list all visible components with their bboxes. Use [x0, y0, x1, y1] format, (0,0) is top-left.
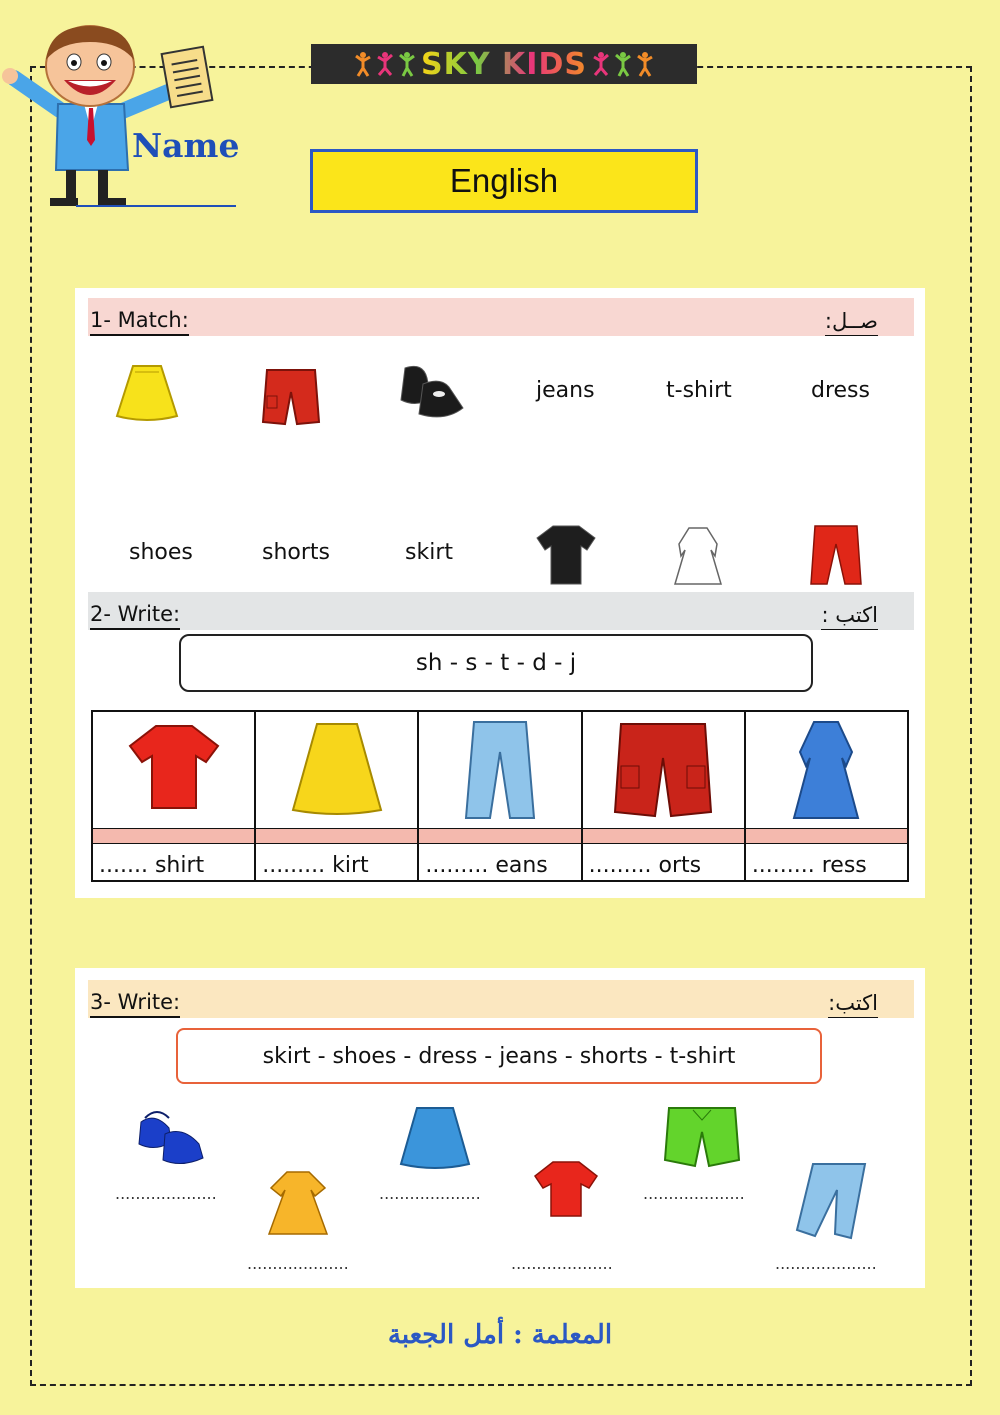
t-shirt-picture[interactable]: [533, 1158, 599, 1220]
t-shirt-picture[interactable]: [535, 522, 597, 586]
answer-blank[interactable]: ....................: [775, 1254, 877, 1273]
table-cell: [583, 712, 746, 880]
letter-bank-box: [179, 634, 813, 692]
section-3-title: 3- Write:: [90, 990, 180, 1018]
answer-blank[interactable]: ....................: [379, 1184, 481, 1203]
match-word-skirt[interactable]: skirt: [405, 540, 453, 565]
t-shirt-picture: [126, 718, 222, 814]
section-1-title-arabic: صــل:: [825, 309, 878, 336]
kid-figure-icon: [593, 51, 609, 77]
kid-figure-icon: [355, 51, 371, 77]
shorts-picture[interactable]: [261, 366, 321, 428]
name-label: Name: [132, 126, 240, 165]
teacher-name: المعلمة : أمل الجعبة: [387, 1320, 613, 1350]
match-word-jeans[interactable]: jeans: [536, 378, 595, 403]
word-bank-box: [176, 1028, 822, 1084]
answer-blank[interactable]: ....................: [643, 1184, 745, 1203]
section-2-title-arabic: اكتب :: [821, 603, 878, 630]
section-1-title: 1- Match:: [90, 308, 189, 336]
kid-figure-icon: [615, 51, 631, 77]
worksheet-panel-1: [75, 288, 925, 898]
match-word-shorts[interactable]: shorts: [262, 540, 330, 565]
word-bank: skirt - shoes - dress - jeans - shorts - t-shirt: [262, 1043, 736, 1069]
subject-title: English: [449, 162, 559, 199]
section-2-header: [88, 592, 914, 630]
answer-blank[interactable]: ....................: [247, 1254, 349, 1273]
word-blank[interactable]: ......... ress: [751, 853, 867, 878]
table-cell: [746, 712, 907, 880]
section-2-title: 2- Write:: [90, 602, 180, 630]
logo-text: SKY KIDS: [421, 46, 587, 82]
match-word-t-shirt[interactable]: t-shirt: [666, 378, 732, 403]
worksheet-panel-2: [75, 968, 925, 1288]
dress-picture: [786, 718, 866, 822]
dress-picture[interactable]: [265, 1168, 331, 1240]
table-cell: [419, 712, 582, 880]
match-word-dress[interactable]: dress: [811, 378, 870, 403]
section-3-header: [88, 980, 914, 1018]
shoes-picture[interactable]: [397, 360, 467, 426]
answer-blank[interactable]: ....................: [115, 1184, 217, 1203]
word-blank[interactable]: ....... shirt: [99, 853, 205, 878]
answer-blank[interactable]: ....................: [511, 1254, 613, 1273]
section-1-header: [88, 298, 914, 336]
skirt-picture[interactable]: [399, 1104, 471, 1170]
word-blank[interactable]: ......... eans: [425, 853, 548, 878]
section-3-title-arabic: اكتب:: [828, 991, 878, 1018]
sky-kids-logo: [311, 44, 697, 84]
word-blank[interactable]: ......... kirt: [262, 853, 369, 878]
name-write-line[interactable]: [76, 205, 236, 207]
jeans-picture[interactable]: [809, 522, 863, 586]
table-cell: [256, 712, 419, 880]
shorts-picture: [613, 718, 713, 818]
word-blank[interactable]: ......... orts: [588, 853, 702, 878]
subject-title-box: [310, 149, 698, 213]
skirt-picture: [289, 718, 385, 818]
kid-figure-icon: [637, 51, 653, 77]
fill-letters-table: [91, 710, 909, 882]
dress-picture[interactable]: [671, 524, 725, 588]
jeans-picture: [460, 718, 540, 822]
kid-figure-icon: [377, 51, 393, 77]
letter-bank: sh - s - t - d - j: [415, 650, 577, 676]
jeans-picture[interactable]: [791, 1160, 867, 1240]
shorts-picture[interactable]: [663, 1104, 741, 1172]
boy-mascot-illustration: [0, 20, 240, 210]
table-cell: [93, 712, 256, 880]
kid-figure-icon: [399, 51, 415, 77]
match-word-shoes[interactable]: shoes: [129, 540, 193, 565]
skirt-picture[interactable]: [113, 362, 181, 424]
shoes-picture[interactable]: [135, 1104, 209, 1168]
